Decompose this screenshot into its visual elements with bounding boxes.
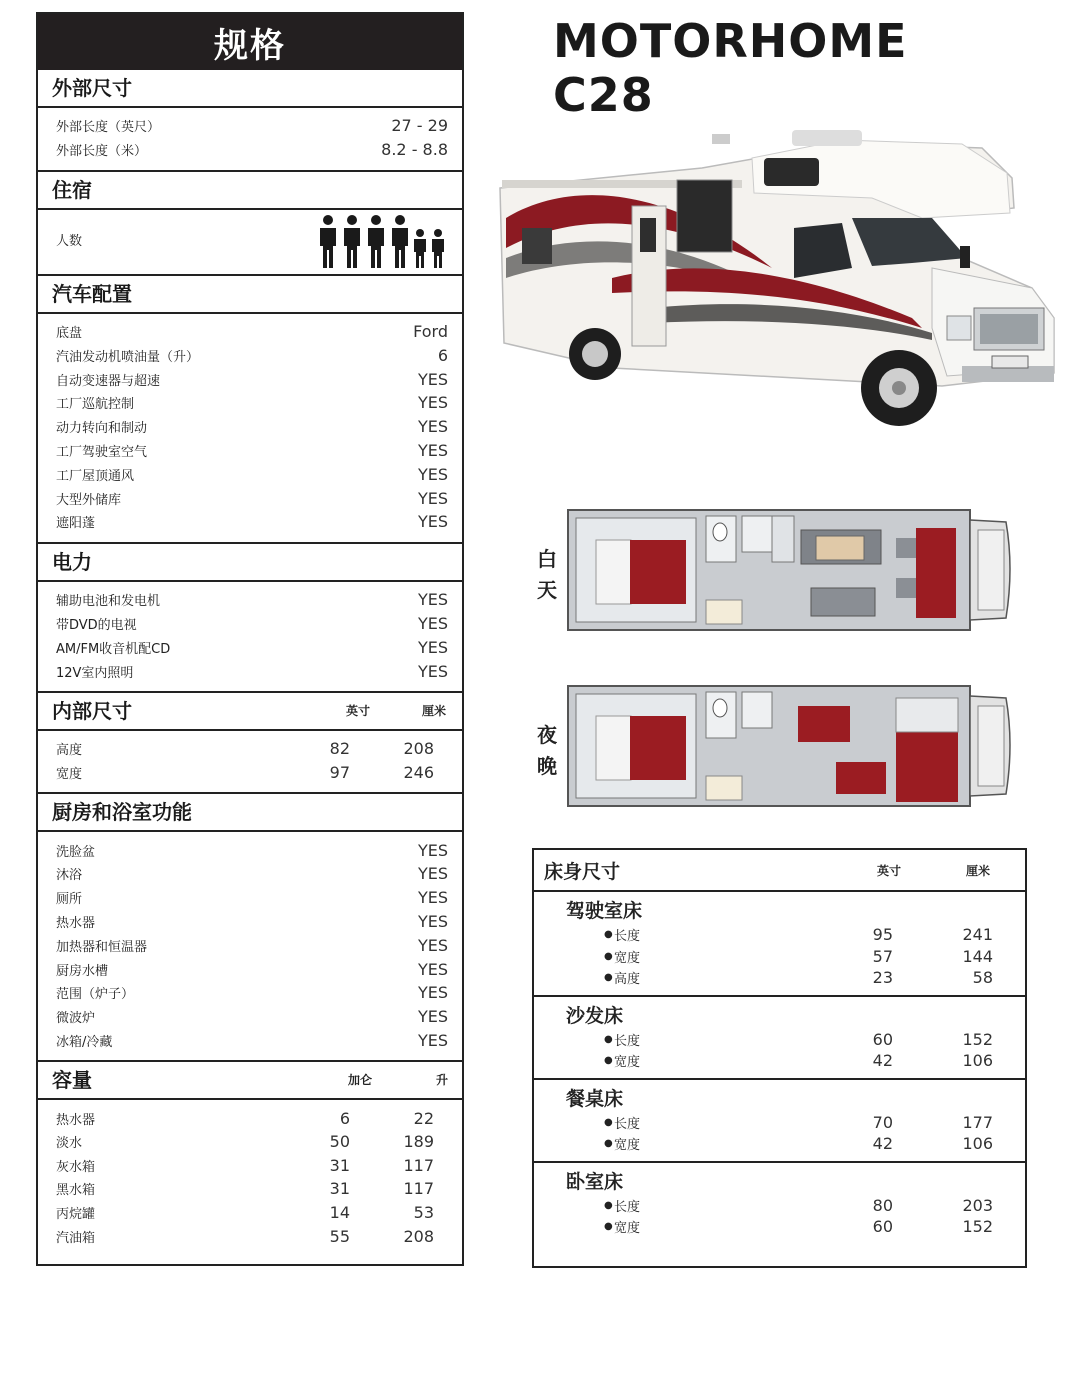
spec-row xyxy=(56,343,448,367)
accommodation-title: 住宿 xyxy=(38,170,462,210)
row-value: YES xyxy=(417,417,448,437)
spec-row xyxy=(56,367,448,391)
people-icons xyxy=(316,214,448,274)
bed-col-inch: 英寸 xyxy=(877,863,902,878)
spec-row xyxy=(56,588,448,612)
row-value: YES xyxy=(417,637,448,657)
capacity-rows xyxy=(38,1100,462,1256)
bed-row-label: 宽度 xyxy=(614,950,641,966)
row-value: Ford xyxy=(413,321,448,341)
row-label: 热水器 xyxy=(56,1112,96,1128)
bed-dimensions-header xyxy=(534,850,1025,892)
bed-col-cm: 厘米 xyxy=(966,863,991,878)
row-value: YES xyxy=(417,840,448,860)
bullet-icon: ● xyxy=(604,1199,613,1211)
child-icon xyxy=(414,229,426,268)
spec-row xyxy=(56,1130,448,1154)
bed-row-cm: 106 xyxy=(962,1051,993,1071)
row-value: YES xyxy=(417,1007,448,1027)
bed-row-inch: 80 xyxy=(872,1195,893,1215)
bed-name: 驾驶室床 xyxy=(566,900,643,922)
row-value: 6 xyxy=(437,345,448,365)
adult-icon xyxy=(344,215,360,268)
bed-row-inch: 95 xyxy=(872,925,893,945)
bed-row-inch: 42 xyxy=(872,1134,893,1154)
row-value-1: 55 xyxy=(329,1226,350,1246)
row-label: 范围（炉子） xyxy=(56,987,135,1003)
kitchen-rows xyxy=(38,832,462,1060)
bed-dimensions-title: 床身尺寸 xyxy=(544,860,621,883)
spec-row xyxy=(56,1224,448,1248)
spec-row xyxy=(56,1005,448,1029)
floorplan-night xyxy=(566,684,1016,808)
row-label: 遮阳蓬 xyxy=(56,516,96,532)
row-value-1: 50 xyxy=(329,1132,350,1152)
bed-row xyxy=(534,946,1025,968)
row-value: YES xyxy=(417,464,448,484)
bed-row xyxy=(534,1050,1025,1072)
row-value: YES xyxy=(417,440,448,460)
row-value-1: 31 xyxy=(329,1179,350,1199)
spec-row xyxy=(56,510,448,534)
row-value: YES xyxy=(417,393,448,413)
interior-col-inch: 英寸 xyxy=(346,703,371,718)
row-value: YES xyxy=(417,911,448,931)
row-value-1: 82 xyxy=(329,739,350,759)
row-label: 大型外储库 xyxy=(56,492,122,508)
spec-row xyxy=(56,138,448,162)
row-value: YES xyxy=(417,935,448,955)
row-label: 工厂巡航控制 xyxy=(56,397,135,413)
spec-row xyxy=(56,886,448,910)
row-label: 辅助电池和发电机 xyxy=(56,594,161,610)
row-value: YES xyxy=(417,864,448,884)
row-value-1: 31 xyxy=(329,1155,350,1175)
capacity-title xyxy=(38,1060,462,1100)
spec-row xyxy=(56,415,448,439)
spec-row xyxy=(56,1177,448,1201)
floorplan-day xyxy=(566,508,1016,632)
bed-row xyxy=(534,1133,1025,1155)
occupancy-label: 人数 xyxy=(56,233,83,249)
row-value: YES xyxy=(417,1030,448,1050)
kitchen-title: 厨房和浴室功能 xyxy=(38,792,462,832)
row-label: 加热器和恒温器 xyxy=(56,939,148,955)
row-value: YES xyxy=(417,369,448,389)
capacity-title-text: 容量 xyxy=(52,1068,92,1093)
spec-row xyxy=(56,320,448,344)
row-label: 汽油箱 xyxy=(56,1230,96,1246)
row-label: 厨房水槽 xyxy=(56,963,109,979)
spec-row xyxy=(56,486,448,510)
bed-row-label: 宽度 xyxy=(614,1221,641,1237)
bed-row-cm: 177 xyxy=(962,1112,993,1132)
vehicle-rows xyxy=(38,314,462,542)
bed-row-cm: 203 xyxy=(962,1195,993,1215)
capacity-col-liter: 升 xyxy=(436,1073,449,1088)
spec-row xyxy=(56,838,448,862)
bed-group xyxy=(534,997,1025,1080)
spec-row xyxy=(56,1154,448,1178)
row-value: YES xyxy=(417,959,448,979)
spec-row xyxy=(56,1201,448,1225)
bed-row-label: 宽度 xyxy=(614,1055,641,1071)
row-value-1: 14 xyxy=(329,1202,350,1222)
model-title: MOTORHOME C28 xyxy=(553,14,908,122)
row-label: 底盘 xyxy=(56,325,83,341)
spec-row xyxy=(56,114,448,138)
day-plan-label: 白天 xyxy=(537,547,557,602)
bed-name: 餐桌床 xyxy=(566,1087,624,1110)
row-label: 工厂屋顶通风 xyxy=(56,468,135,484)
bed-row-label: 高度 xyxy=(614,972,641,988)
bed-name: 沙发床 xyxy=(566,1004,624,1027)
row-value: YES xyxy=(417,983,448,1003)
bed-name: 卧室床 xyxy=(566,1170,624,1193)
spec-row xyxy=(56,981,448,1005)
bed-row xyxy=(534,924,1025,946)
bed-row-label: 长度 xyxy=(614,1033,641,1049)
row-label: 沐浴 xyxy=(56,868,83,884)
row-value-2: 117 xyxy=(403,1155,434,1175)
row-value: YES xyxy=(417,613,448,633)
row-value-2: 53 xyxy=(413,1202,434,1222)
spec-row xyxy=(56,862,448,886)
vehicle-title: 汽车配置 xyxy=(38,274,462,314)
row-value: YES xyxy=(417,488,448,508)
row-label: AM/FM收音机配CD xyxy=(56,641,171,657)
bed-dimensions-panel xyxy=(532,848,1027,1268)
row-label: 12V室内照明 xyxy=(56,665,134,681)
bed-row-label: 长度 xyxy=(614,1199,641,1215)
adult-icon xyxy=(320,215,336,268)
row-value: YES xyxy=(417,661,448,681)
accommodation-row xyxy=(38,210,462,274)
row-value-2: 22 xyxy=(413,1108,434,1128)
motorhome-photo xyxy=(492,118,1062,438)
bed-row-cm: 152 xyxy=(962,1217,993,1237)
bed-row-inch: 42 xyxy=(872,1051,893,1071)
row-label: 带DVD的电视 xyxy=(56,617,137,633)
spec-row xyxy=(56,910,448,934)
adult-icon xyxy=(392,215,408,268)
bed-row xyxy=(534,967,1025,989)
spec-row xyxy=(56,737,448,761)
bed-row-cm: 241 xyxy=(962,925,993,945)
row-label: 自动变速器与超速 xyxy=(56,373,161,389)
bed-row xyxy=(534,1216,1025,1238)
bed-row-cm: 58 xyxy=(972,968,993,988)
power-title: 电力 xyxy=(38,542,462,582)
bed-row-cm: 144 xyxy=(962,946,993,966)
bullet-icon: ● xyxy=(604,1138,613,1150)
bed-row-label: 长度 xyxy=(614,1116,641,1132)
row-value: YES xyxy=(417,512,448,532)
exterior-rows xyxy=(38,108,462,170)
row-label: 热水器 xyxy=(56,915,96,931)
bed-group xyxy=(534,1163,1025,1244)
exterior-title: 外部尺寸 xyxy=(38,70,462,108)
spec-row xyxy=(56,635,448,659)
spec-row xyxy=(56,933,448,957)
spec-row xyxy=(56,1106,448,1130)
bed-row xyxy=(534,1112,1025,1134)
row-label: 洗脸盆 xyxy=(56,844,96,860)
interior-col-cm: 厘米 xyxy=(422,703,447,718)
capacity-col-gallon: 加仑 xyxy=(348,1073,373,1088)
row-label: 灰水箱 xyxy=(56,1159,96,1175)
interior-title xyxy=(38,691,462,731)
row-value: YES xyxy=(417,888,448,908)
bed-row xyxy=(534,1195,1025,1217)
bed-group xyxy=(534,1080,1025,1163)
bed-row-inch: 70 xyxy=(872,1112,893,1132)
row-value-2: 189 xyxy=(403,1132,434,1152)
interior-rows xyxy=(38,731,462,792)
interior-title-text: 内部尺寸 xyxy=(52,698,132,723)
row-label: 宽度 xyxy=(56,766,83,782)
night-plan-label: 夜晚 xyxy=(537,723,557,778)
row-label: 丙烷罐 xyxy=(56,1206,96,1222)
row-label: 微波炉 xyxy=(56,1011,96,1027)
row-value: YES xyxy=(417,590,448,610)
row-value-2: 246 xyxy=(403,762,434,782)
bed-row-inch: 60 xyxy=(872,1029,893,1049)
bullet-icon: ● xyxy=(604,1055,613,1067)
bullet-icon: ● xyxy=(604,1221,613,1233)
bed-row-inch: 57 xyxy=(872,946,893,966)
child-icon xyxy=(432,229,444,268)
row-label: 黑水箱 xyxy=(56,1183,96,1199)
spec-row xyxy=(56,659,448,683)
spec-row xyxy=(56,439,448,463)
bullet-icon: ● xyxy=(604,1116,613,1128)
bullet-icon: ● xyxy=(604,950,613,962)
bed-groups xyxy=(534,892,1025,1244)
spec-row xyxy=(56,462,448,486)
bed-row-label: 长度 xyxy=(614,929,641,945)
bullet-icon: ● xyxy=(604,1033,613,1045)
spec-title: 规格 xyxy=(38,14,462,70)
row-value: 8.2 - 8.8 xyxy=(381,140,448,160)
bullet-icon: ● xyxy=(604,972,613,984)
bed-row-cm: 106 xyxy=(962,1134,993,1154)
row-label: 高度 xyxy=(56,743,83,759)
adult-icon xyxy=(368,215,384,268)
bullet-icon: ● xyxy=(604,929,613,941)
bed-row-cm: 152 xyxy=(962,1029,993,1049)
row-label: 冰箱/冷藏 xyxy=(56,1034,113,1050)
row-value: 27 - 29 xyxy=(391,116,448,136)
spec-row xyxy=(56,761,448,785)
row-label: 厕所 xyxy=(56,892,83,908)
row-value-2: 208 xyxy=(403,739,434,759)
row-label: 外部长度（米） xyxy=(56,144,148,160)
row-label: 淡水 xyxy=(56,1136,83,1152)
bed-group xyxy=(534,892,1025,997)
row-label: 汽油发动机喷油量（升） xyxy=(56,349,200,365)
row-label: 工厂驾驶室空气 xyxy=(56,444,148,460)
row-label: 动力转向和制动 xyxy=(56,421,148,437)
spec-row xyxy=(56,612,448,636)
bed-row-inch: 60 xyxy=(872,1217,893,1237)
spec-row xyxy=(56,957,448,981)
power-rows xyxy=(38,582,462,691)
bed-row-label: 宽度 xyxy=(614,1138,641,1154)
spec-panel xyxy=(36,12,464,1266)
row-value-1: 6 xyxy=(339,1108,350,1128)
row-value-2: 117 xyxy=(403,1179,434,1199)
row-value-2: 208 xyxy=(403,1226,434,1246)
spec-row xyxy=(56,1029,448,1053)
spec-row xyxy=(56,391,448,415)
bed-row-inch: 23 xyxy=(872,968,893,988)
row-label: 外部长度（英尺） xyxy=(56,120,161,136)
bed-row xyxy=(534,1029,1025,1051)
row-value-1: 97 xyxy=(329,762,350,782)
